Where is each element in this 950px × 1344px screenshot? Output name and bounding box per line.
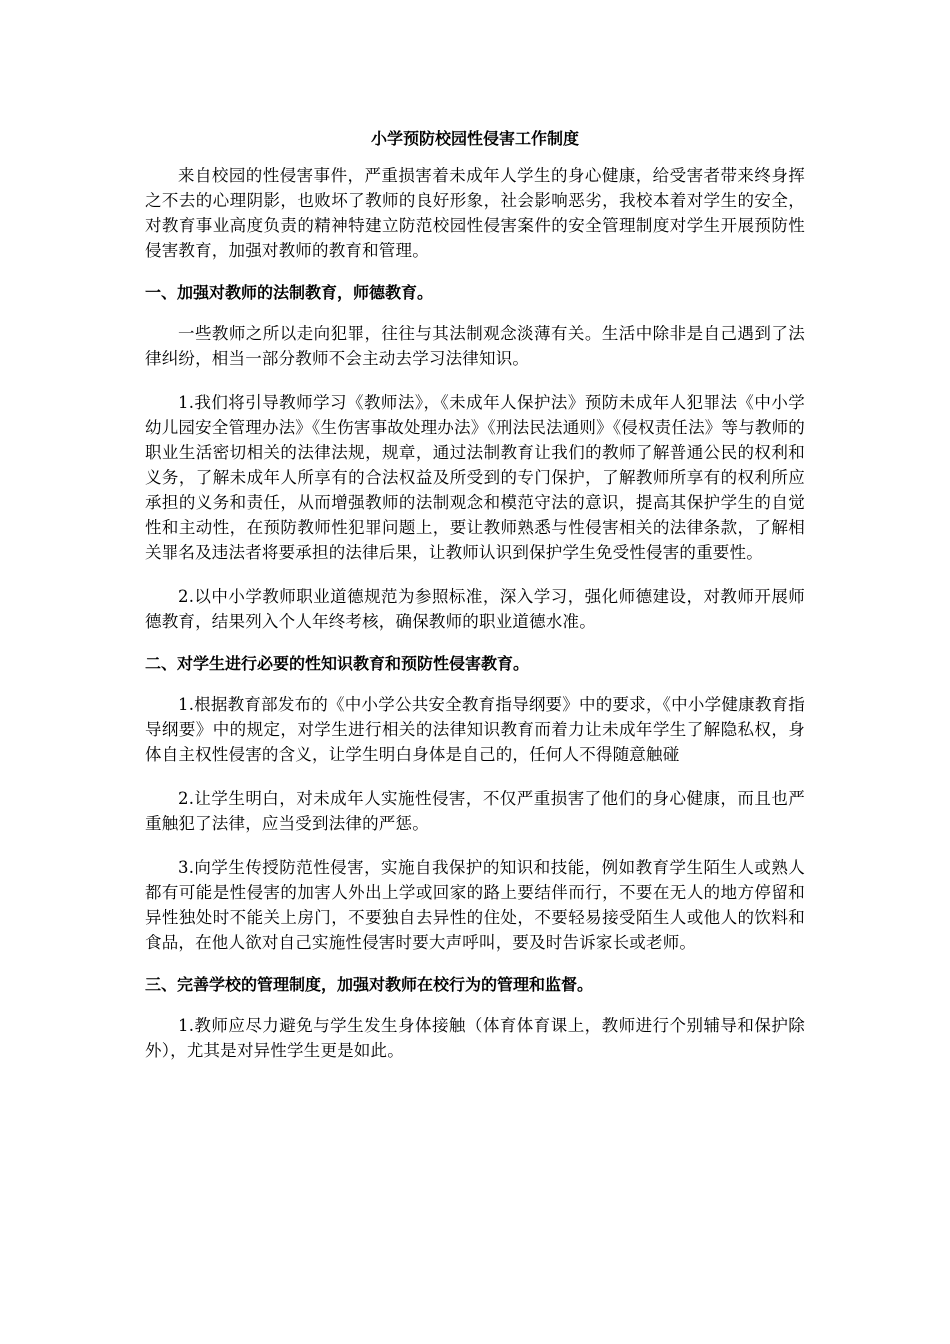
- section-paragraph: 3.向学生传授防范性侵害，实施自我保护的知识和技能，例如教育学生陌生人或熟人都有可能是性侵害的加害人外出上学或回家的路上要结伴而行，不要在无人的地方停留和异性独处时不能关上房门，不要独自去异性的住处，不要轻易接受陌生人或他人的饮料和食品，在他人欲对自己实施性侵害时要大声呼叫，要及时告诉家长或老师。: [145, 858, 805, 952]
- section-heading: 一、加强对教师的法制教育，师德教育。: [145, 283, 434, 302]
- section-heading: 二、对学生进行必要的性知识教育和预防性侵害教育。: [145, 654, 530, 673]
- section-paragraph: 1.教师应尽力避免与学生发生身体接触（体育体育课上，教师进行个别辅导和保护除外），尤其是对异性学生更是如此。: [145, 1016, 805, 1060]
- section-1: [145, 282, 805, 634]
- section-heading: 三、完善学校的管理制度，加强对教师在校行为的管理和监督。: [145, 975, 594, 994]
- section-paragraph: 1.根据教育部发布的《中小学公共安全教育指导纲要》中的要求，《中小学健康教育指导纲要》中的规定，对学生进行相关的法律知识教育而着力让未成年学生了解隐私权，身体自主权性侵害的含义，让学生明白身体是自己的，任何人不得随意触碰: [145, 695, 805, 764]
- section-2: [145, 653, 805, 955]
- section-paragraph: 2.让学生明白，对未成年人实施性侵害，不仅严重损害了他们的身心健康，而且也严重触犯了法律，应当受到法律的严惩。: [145, 789, 805, 833]
- section-paragraph: 一些教师之所以走向犯罪，往往与其法制观念淡薄有关。生活中除非是自己遇到了法律纠纷，相当一部分教师不会主动去学习法律知识。: [145, 324, 805, 368]
- section-paragraph: 1.我们将引导教师学习《教师法》，《未成年人保护法》预防未成年人犯罪法《中小学幼儿园安全管理办法》《生伤害事故处理办法》《刑法民法通则》《侵权责任法》等与教师的职业生活密切相关的法律法规，规章，通过法制教育让我们的教师了解普通公民的权利和义务，了解未成年人所享有的合法权益及所受到的专门保护，了解教师所享有的权利所应承担的义务和责任，从而增强教师的法制观念和模范守法的意识，提高其保护学生的自觉性和主动性，在预防教师性犯罪问题上，要让教师熟悉与性侵害相关的法律条款，了解相关罪名及违法者将要承担的法律后果，让教师认识到保护学生免受性侵害的重要性。: [145, 393, 805, 562]
- document-title: 小学预防校园性侵害工作制度: [370, 129, 579, 148]
- section-paragraph: 2.以中小学教师职业道德规范为参照标准，深入学习，强化师德建设，对教师开展师德教育，结果列入个人年终考核，确保教师的职业道德水准。: [145, 587, 805, 631]
- intro-paragraph: 来自校园的性侵害事件，严重损害着未成年人学生的身心健康，给受害者带来终身挥之不去的心理阴影，也败坏了教师的良好形象，社会影响恶劣，我校本着对学生的安全，对教育事业高度负责的精神特建立防范校园性侵害案件的安全管理制度对学生开展预防性侵害教育，加强对教师的教育和管理。: [145, 166, 805, 260]
- document-page: [145, 120, 805, 1082]
- section-3: [145, 974, 805, 1063]
